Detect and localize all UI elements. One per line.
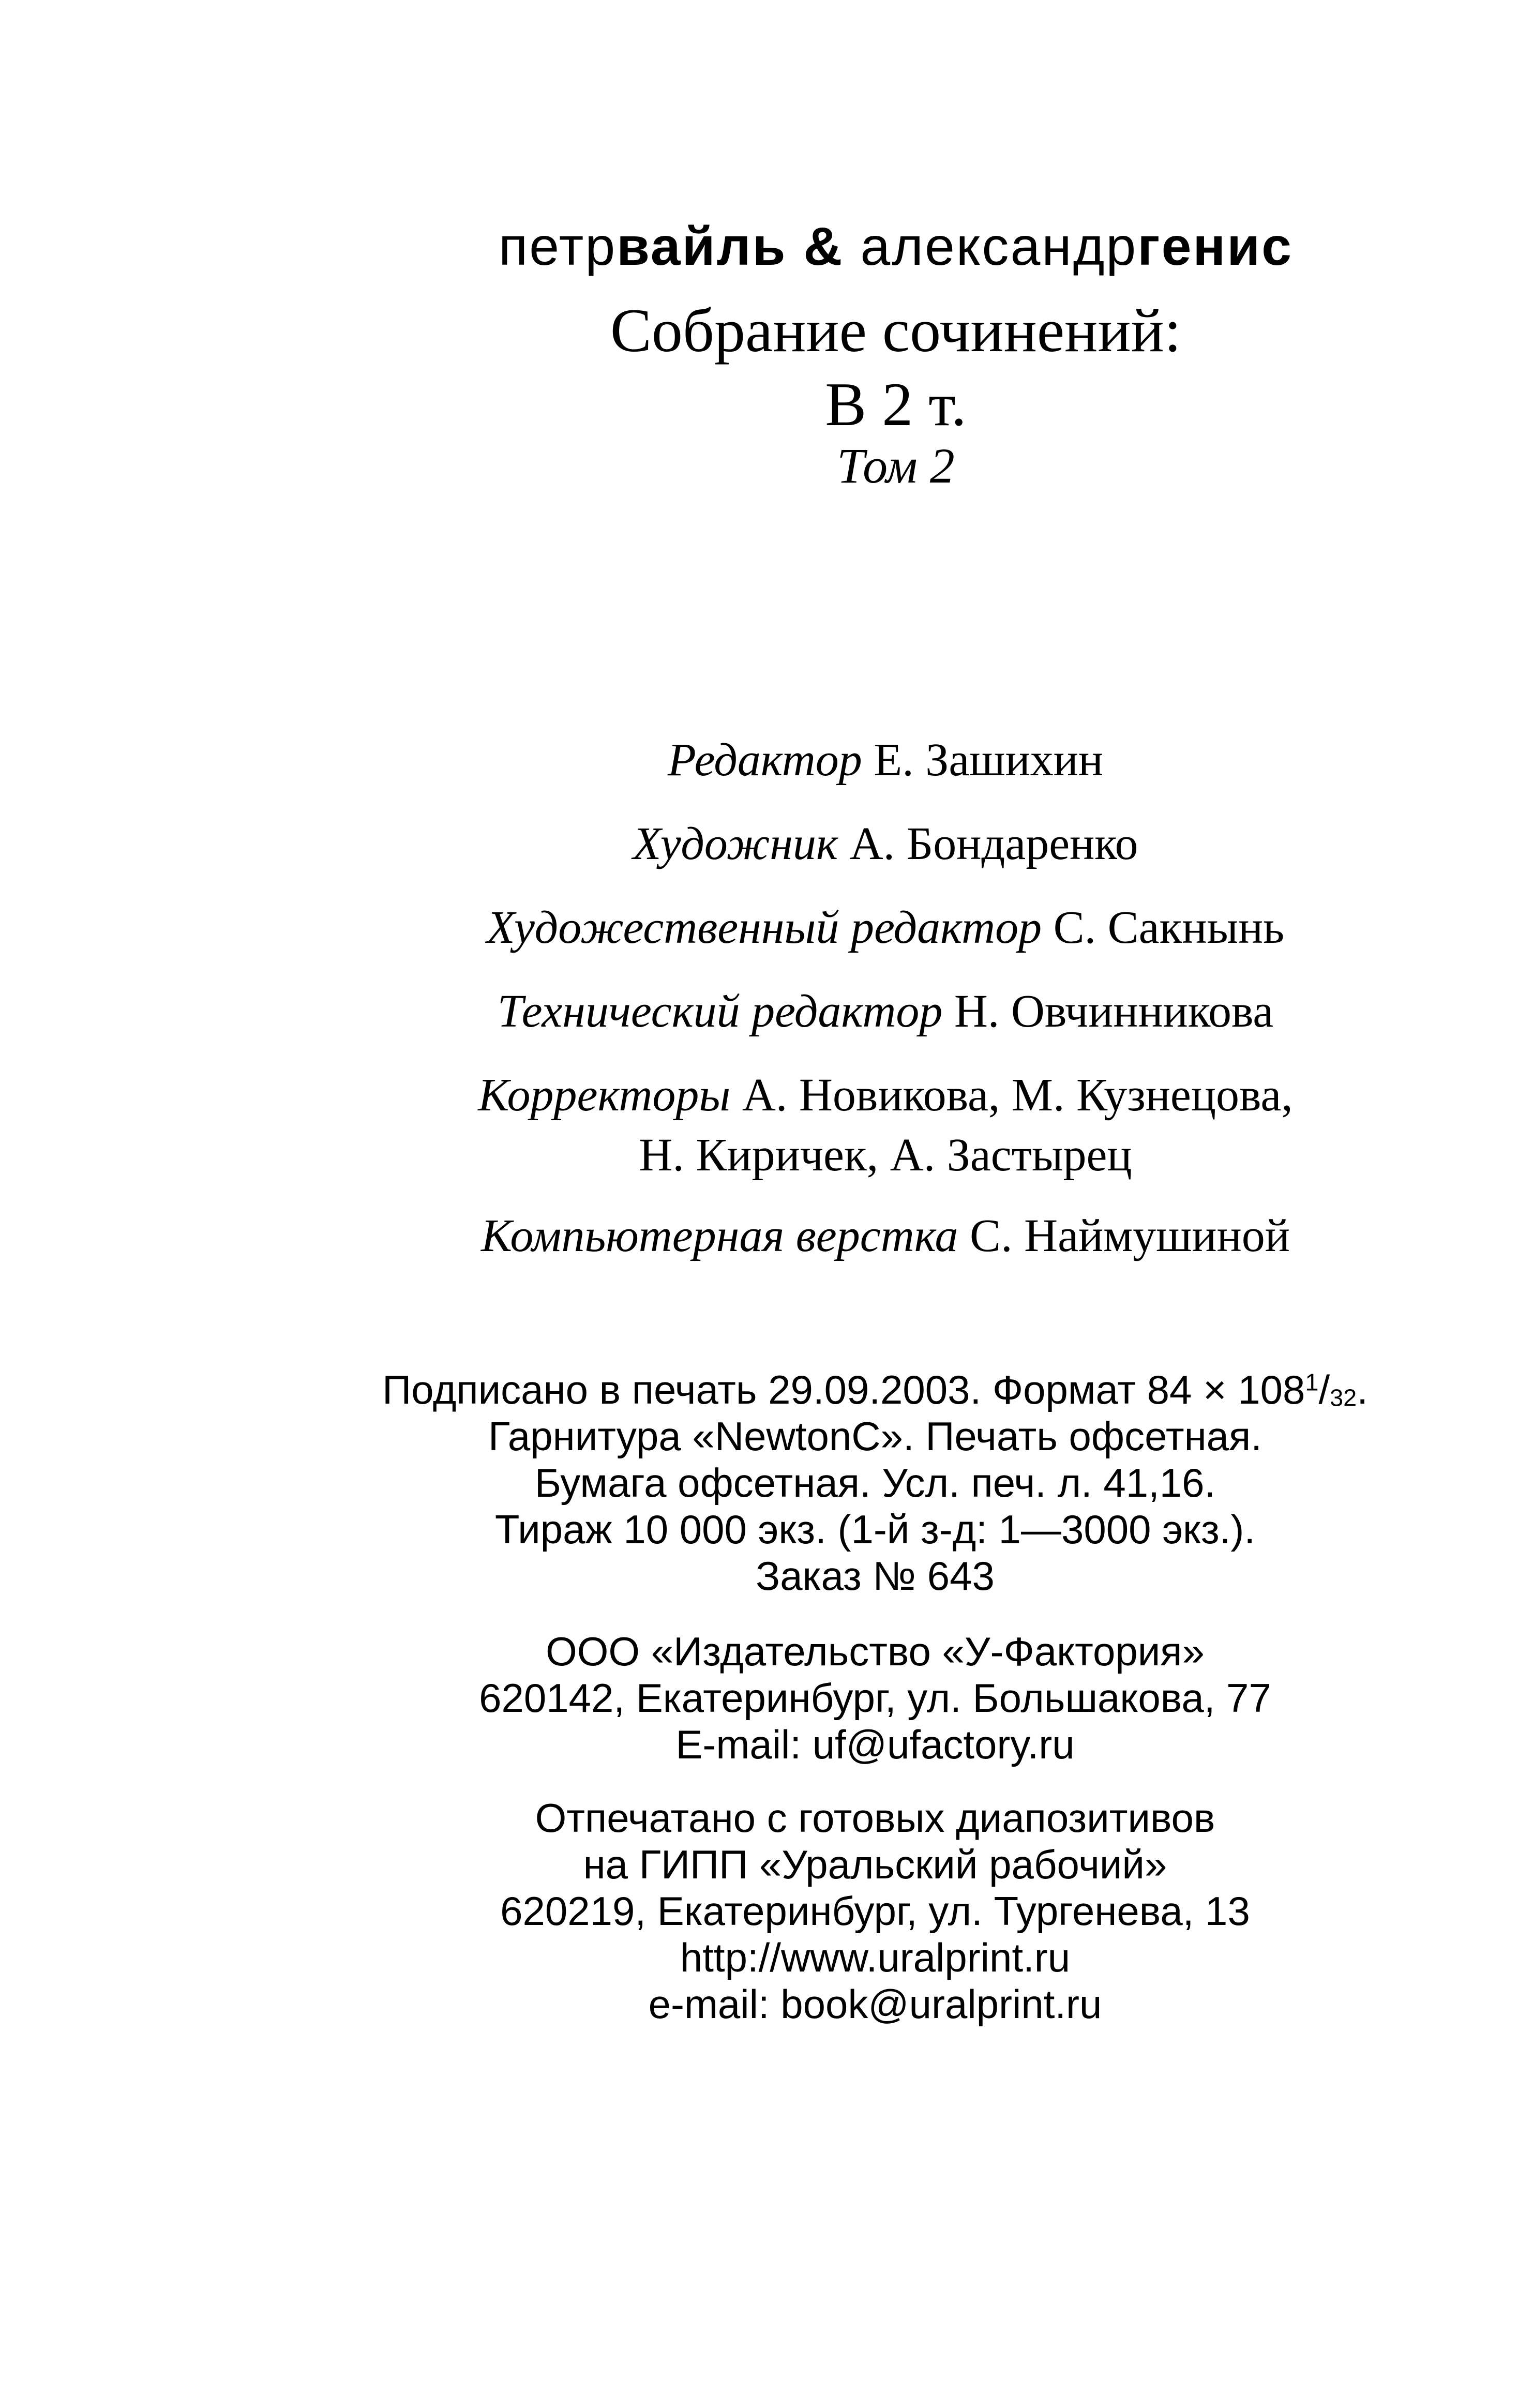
printer-email: e-mail: book@uralprint.ru	[648, 1981, 1102, 2027]
credit-name: Н. Овчинникова	[942, 986, 1274, 1037]
author2-last-name: генис	[1137, 217, 1294, 277]
printer-url: http://www.uralprint.ru	[680, 1935, 1071, 1980]
format-fraction-numerator: 1	[1305, 1368, 1319, 1396]
imprint-signed-text: Подписано в печать 29.09.2003. Формат 84 × 108	[382, 1367, 1305, 1412]
printer-line1: Отпечатано с готовых диапозитивов	[535, 1795, 1215, 1841]
authors-line	[259, 216, 1533, 278]
imprint-paper: Бумага офсетная. Усл. печ. л. 41,16.	[534, 1460, 1216, 1506]
imprint-signed-end: .	[1357, 1367, 1368, 1412]
printer-line2: на ГИПП «Уральский рабочий»	[583, 1842, 1167, 1887]
printer-address: 620219, Екатеринбург, ул. Тургенева, 13	[500, 1888, 1250, 1934]
credit-name: А. Новикова, М. Кузнецова,	[730, 1070, 1293, 1121]
credit-editor	[238, 733, 1533, 787]
volumes-count: В 2 т.	[825, 370, 967, 439]
credit-role: Художественный редактор	[486, 902, 1042, 953]
credit-role: Редактор	[667, 734, 862, 786]
author2-first-name: александр	[844, 217, 1138, 277]
credit-role: Художник	[633, 818, 838, 869]
credit-art-editor	[238, 901, 1533, 954]
credit-name: С. Наймушиной	[958, 1210, 1290, 1261]
credit-role: Компьютерная верстка	[481, 1210, 958, 1261]
tome-number: Том 2	[837, 438, 955, 493]
credit-proofreaders-cont: Н. Киричек, А. Застырец	[639, 1130, 1132, 1181]
imprint-order: Заказ № 643	[756, 1553, 995, 1599]
publisher-email: E-mail: uf@ufactory.ru	[675, 1722, 1075, 1767]
imprint-font: Гарнитура «NewtonC». Печать офсетная.	[488, 1413, 1262, 1459]
credit-artist	[238, 817, 1533, 870]
credit-layout	[238, 1209, 1533, 1262]
imprint-run: Тираж 10 000 экз. (1-й з-д: 1—3000 экз.).	[494, 1507, 1256, 1552]
ampersand: &	[803, 217, 844, 277]
credit-name: А. Бондаренко	[838, 818, 1138, 869]
publisher-name: ООО «Издательство «У-Фактория»	[546, 1629, 1205, 1674]
credit-name: С. Сакнынь	[1042, 902, 1285, 953]
credit-proofreaders	[238, 1068, 1533, 1122]
publisher-address: 620142, Екатеринбург, ул. Большакова, 77	[479, 1675, 1271, 1721]
collection-title: Собрание сочинений:	[610, 296, 1182, 365]
format-fraction-denominator: 32	[1330, 1384, 1357, 1411]
imprint-signed: Подписано в печать 29.09.2003. Формат $84 \times 108^1/_{32}$.	[382, 1367, 1368, 1412]
credit-role: Корректоры	[478, 1070, 731, 1121]
credit-role: Технический редактор	[497, 986, 943, 1037]
credit-name: Е. Зашихин	[862, 734, 1104, 786]
credit-tech-editor	[238, 985, 1533, 1038]
author1-first-name: петр	[498, 217, 617, 277]
author1-last-name: вайль	[617, 217, 787, 277]
